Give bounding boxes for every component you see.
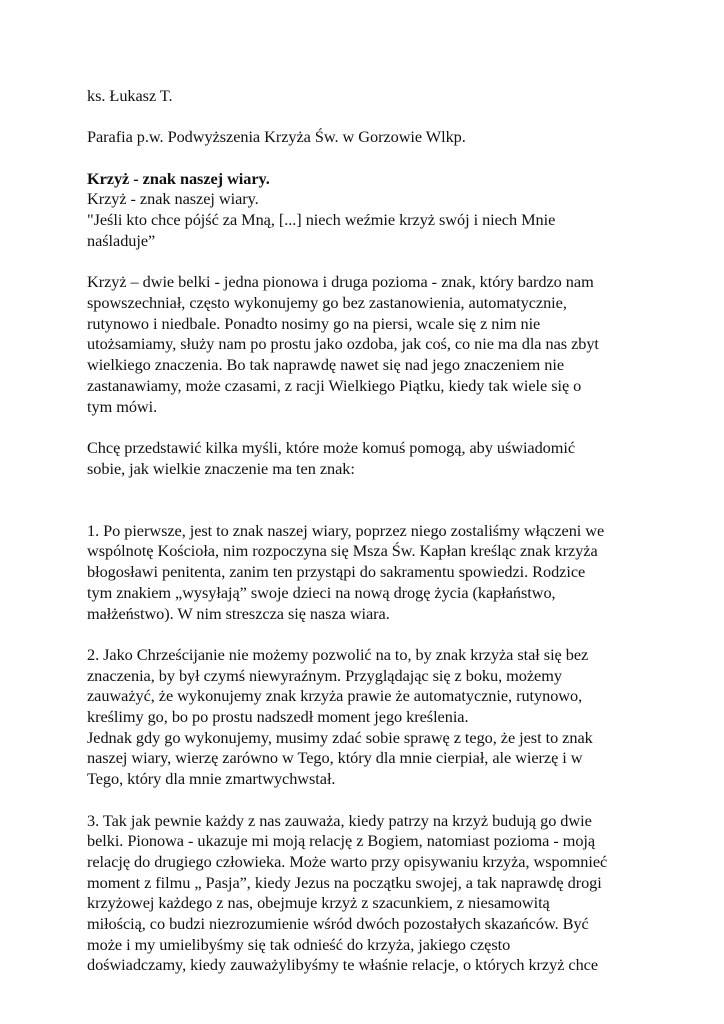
document-subtitle: Krzyż - znak naszej wiary.: [87, 189, 259, 209]
point-3-paragraph: 3. Tak jak pewnie każdy z nas zauważa, kiedy patrzy na krzyż budują go dwie belki. Pionowa - ukazuje mi moją relację z Bogiem, natomiast pozioma - moją relację do drugiego człowieka. Może warto przy opisywaniu krzyża, wspomnieć moment z filmu „ Pasja”, kiedy Jezus na początku swojej, a tak naprawdę drogi krzyżowej każdego z nas, obejmuje krzyż z szacunkiem, z niesamowitą miłością, co budzi niezrozumienie wśród dwóch pozostałych skazańców. Być może i my umielibyśmy się tak odnieść do krzyża, jakiego często doświadczamy, kiedy zauważylibyśmy te właśnie relacje, o których krzyż chce: [87, 810, 608, 975]
author-line: ks. Łukasz T.: [87, 86, 173, 105]
document-body: [87, 86, 647, 976]
spacer: [87, 148, 647, 169]
spacer: [87, 417, 647, 438]
document-title: Krzyż - znak naszej wiary.: [87, 168, 270, 188]
scripture-quote: "Jeśli kto chce pójść za Mną, [...] niech weźmie krzyż swój i niech Mnie naśladuje”: [87, 210, 556, 250]
spacer: [87, 790, 647, 811]
point-2-paragraph: 2. Jako Chrześcijanie nie możemy pozwolić na to, by znak krzyża stał się bez znaczenia, by był czymś niewyraźnym. Przyglądając się z boku, możemy zauważyć, że wykonujemy znak krzyża prawie że automatycznie, rutynowo, kreślimy go, bo po prostu nadszedł moment jego kreślenia. Jednak gdy go wykonujemy, musimy zdać sobie sprawę z tego, że jest to znak naszej wiary, wierzę zarówno w Tego, który dla mnie cierpiał, ale wierzę i w Tego, który dla mnie zmartwychwstał.: [87, 644, 593, 789]
point-1-paragraph: 1. Po pierwsze, jest to znak naszej wiary, poprzez niego zostaliśmy włączeni we wspólnotę Kościoła, nim rozpoczyna się Msza Św. Kapłan kreśląc znak krzyża błogosławi penitenta, zanim ten przystąpi do sakramentu spowiedzi. Rodzice tym znakiem „wysyłają” swoje dzieci na nową drogę życia (kapłaństwo, małżeństwo). W nim streszcza się nasza wiara.: [87, 520, 605, 623]
parish-line: Parafia p.w. Podwyższenia Krzyża Św. w Gorzowie Wlkp.: [87, 127, 466, 147]
spacer: [87, 479, 647, 520]
spacer: [87, 107, 647, 128]
purpose-paragraph: Chcę przedstawić kilka myśli, które może komuś pomogą, aby uświadomić sobie, jak wielkie znaczenie ma ten znak:: [87, 437, 576, 478]
intro-paragraph: Krzyż – dwie belki - jedna pionowa i druga pozioma - znak, który bardzo nam spowszechniał, często wykonujemy go bez zastanowienia, automatycznie, rutynowo i niedbale. Ponadto nosimy go na piersi, wcale się z nim nie utożsamiamy, służy nam po prostu jako ozdoba, jak coś, co nie ma dla nas zbyt wielkiego znaczenia. Bo tak naprawdę nawet się nad jego znaczeniem nie zastanawiamy, może czasami, z racji Wielkiego Piątku, kiedy tak wiele się o tym mówi.: [87, 272, 599, 416]
spacer: [87, 624, 647, 645]
spacer: [87, 252, 647, 273]
